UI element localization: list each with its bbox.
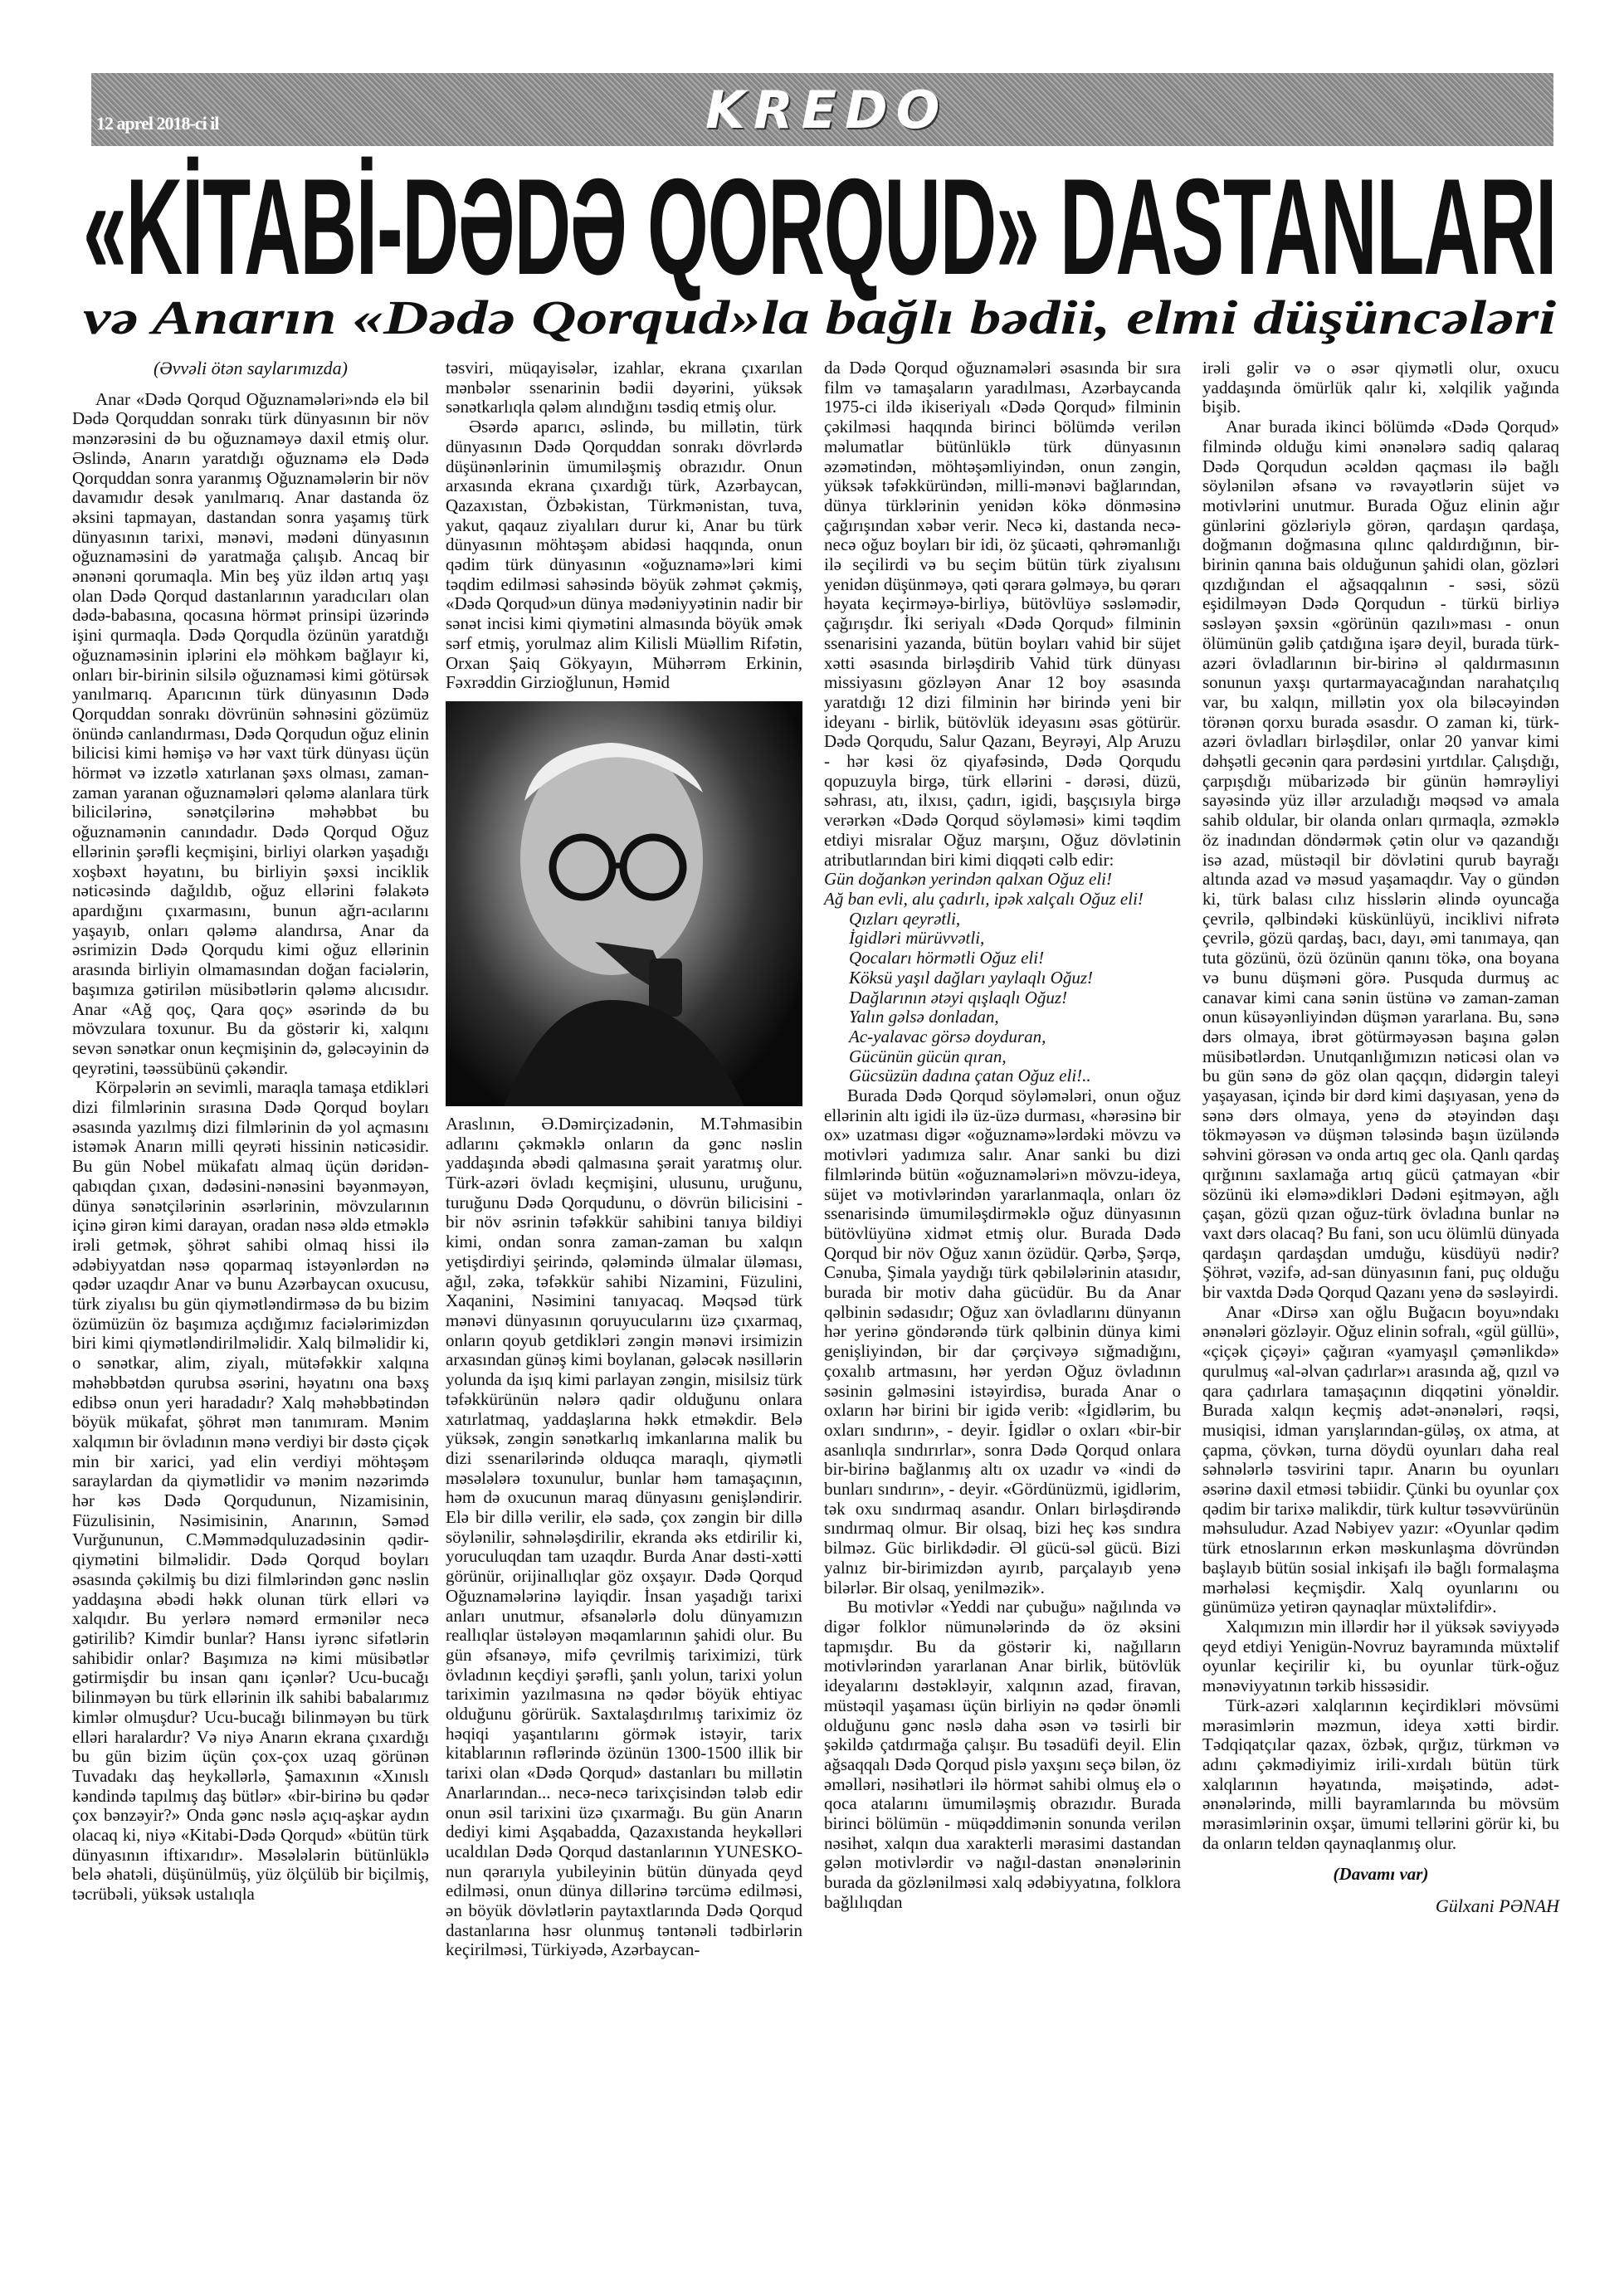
poem-line: Gücsüzün dadına çatan Oğuz eli!.. [849,1066,1091,1086]
paragraph: Anar «Dirsə xan oğlu Buğacın boyu»ndakı ənənələri gözləyir. Oğuz elinin sofralı, «gül güllü», «çiçək çiçəyi» çağıran «yamyaşıl çəmənlikdə» qurulmuş «al-əlvan çadırlar»ı arasında ağ, qızıl və qara çadırlara tamaşaçının diqqətini yönəldir. Burada xalqın keçmiş adət-ənənələri, rəqsi, musiqisi, idman yarışlarından-güləş, ox atma, at çapma, çövkən, turna döydü oyunları daha real səhnələrlə təsvirini tapır. Anarın bu oyunları əsərinə daxil etməsi təbiidir. Çünki bu oyunlar çox qədim bir tarixə malikdir, türk kultur təsəvvürünün məhsuludur. Azad Nəbiyev yazır: «Oyunlar qədim türk etnoslarının erkən məskunlaşma dövründən başlayıb bütün sosial inkişafı ilə bağlı formalaşma mərhələsi keçmişdir. Xalq oyunlarını ou günümüzə yetirən qaynaqlar müxtəlifdir». [1202,1301,1559,1617]
section-header-bar [91,73,1553,146]
paragraph: da Dədə Qorqud oğuznamələri əsasında bir sıra film və tamaşaların yaradılması, Azərbaycanda 1975-ci ildə ikiseriyalı «Dədə Qorqud» filminin çəkilməsi haqqında birinci bölümdə verilən məlumatlar bütünlüklə türk dünyasının əzəmətindən, möhtəşəmliyindən, onun zəngin, yüksək təfəkküründən, milli-mənəvi bağlarından, dünya türklərinin yenidən kökə dönməsinə çağırışından xəbər verir. Necə ki, dastanda necə-necə oğuz boyları bir idi, öz şücaəti, qəhrəmanlığı ilə seçilirdi və bu seçim bütün türk ziyalısını yenidən düşünməyə, qəti qərara gəlməyə, bu qərarı həyata keçirməyə-birliyə, bütövlüyə səsləmədir, çağırışdır. İki seriyalı «Dədə Qorqud» filminin ssenarisini yazanda, bütün boyları vahid bir süjet xətti əsasında birləşdirib Vahid türk dünyası missiyasını gözləyən Anar 12 boy əsasında yaratdığı 12 dizi filminin hər birində yeni bir ideyanı - birlik, bütövlük ideyasını əsas götürür. Dədə Qorqudu, Salur Qazanı, Beyrəyi, Alp Aruzu - hər kəsi öz qiyafəsində, Dədə Qorqudu qopuzuyla birgə, türk ellərini - dərəsi, düzü, səhrası, atı, ilxısı, çadırı, igidi, başçısıyla birgə verərkən «Dədə Qorqud söyləməsi» kimi təqdim etdiyi misralar Oğuz marşını, Oğuz dövlətinin atributlarından biri kimi diqqəti cəlb edir: [824,358,1181,870]
column-4 [1202,359,1559,1916]
paragraph: irəli gəlir və o əsər qiymətli olur, oxucu yaddaşında ömürlük qalır ki, xəlqilik yağında bişib. [1202,358,1559,417]
column-3 [824,359,1181,1913]
headline-container [83,150,1557,303]
subheadline: və Anarın «Dədə Qorqud»la bağlı bədii, elmi düşüncələri [83,290,1557,344]
paragraph: Əsərdə aparıcı, əslində, bu millətin, türk dünyasının Dədə Qorquddan sonrakı dövrlərdə düşünənlərinin ümumiləşmiş obrazıdır. Onun arxasında ekrana çıxardığı türk, Azərbaycan, Qazaxıstan, Özbəkistan, Türkmənistan, tuva, yakut, qaqauz ziyalıları durur ki, Anar bu türk dünyasının möhtəşəm abidəsi haqqında, onun qədim türk dünyasının «oğuznamə»ləri kimi təqdim edilməsi sahəsində böyük zəhmət çəkmiş, «Dədə Qorqud»un dünya mədəniyyətinin nadir bir sənət incisi kimi qiymətini almasında böyük əmək sərf etmiş, yorulmaz alim Kilisli Müəllim Rifətin, Orxan Şaiq Gökyayın, Mühərrəm Erkinin, Fəxrəddin Girzioğlunun, Həmid [446,417,802,693]
poem-line: İgidləri mürüvvətli, [849,928,985,949]
previous-issues-note: (Əvvəli ötən saylarımızda) [153,358,348,378]
paragraph: Anar burada ikinci bölümdə «Dədə Qorqud» filmində olduğu kimi ənənələrə sadiq qalaraq Dədə Qorqudun əcəldən qaçması ilə bağlı söylənilən əfsanə və rəvayətlərin süjet və motivlərini unutmur. Burada Oğuz elinin ağır günlərini gözləriylə görən, qardaşın qardaşa, doğmanın doğmasına qılınc qaldırdığının, bir-birinin qanına bais olduğunun şahidi olan, gözləri qızdığından el ağsaqqalının - səsi, sözü eşidilməyən Dədə Qorqudun - türkü birliyə səsləyən şəxsin «görünün qazılı»ması - onun ölümünün gəlib çatdığına işarə deyil, burada türk-azəri övladlarının bir-birinə əl qaldırmasının sonunun yaxşı qurtarmayacağından narahatçılıq var, bu xalqın, millətin yox ola biləcəyindən törənən qorxu burada əsasdır. O zaman ki, türk-azəri övladları birləşdilər, onlar 20 yanvar kimi dəhşətli gecənin qara pərdəsini yırtdılar. Çalışdığı, çarpışdığı mübarizədə bir günün həmrəyliyi sayəsində yüz illər arzuladığı məqsəd və amala sahib oldular, bir olanda onları qırmaqla, əzməklə öz inadından döndərmək çətin olur və qazandığı isə azad, müstəqil bir dövlətini qurub bayrağı altında azad və məsud yaşamaqdır. Vay o gündən ki, türk balası cılız hisslərin əlində oyuncağa çevrilə, qəlbindəki küskünlüyü, inciklivi nifrətə çevrilə, gözü qardaş, bacı, dayı, əmi tanımaya, qan tuta gözünü, özü özünün qanını tökə, ona boyana və bunu düşməni görə. Pusquda durmuş ac canavar kimi cana sənin üstünə və zaman-zaman onun küsəyənliyindən düşmən yararlana. Bu, sənə dərs olmaya, ibrət götürməyəsən başına gələn müsibətlərdən. Unutqanlığımızın nəticəsi olan və bu gün sənə də göz olan qaçqın, didərgin taleyi yaşayasan, içində bir dərd kimi daşıyasan, yenə də sənə dərs olmaya, yenə də ətəyindən daşı tökməyəsən və düşmən tələsində başın üzüləndə səhvini görəsən və onda artıq gec ola. Qanlı qardaş qırğınını saxlamağa artıq gücü çatmayan «bir sözünü iki eləmə»dikləri Dədəni eşitməyən, ağlı çaşan, gözü qızan oğuz-türk övladına bunlar nə vaxt dərs olacaq? Bu fani, son ucu ölümlü dünyada qardaşın qardaşdan umduğu, küsdüyü nədir? Şöhrət, vəzifə, ad-san dünyasının fani, puç olduğu bir vaxtda Dədə Qorqud Qazanı yenə də səsləyirdi. [1202,417,1559,1303]
paragraph: Türk-azəri xalqlarının keçirdikləri mövsümi mərasimlərin məzmun, ideya xətti birdir. Tədqiqatçılar qazax, özbək, qırğız, türkmən və adını çəkmədiyimiz irili-xırdalı bütün türk xalqlarının həyatında, məişətində, adət-ənənələrində, milli bayramlarında bu mövsüm mərasimlərinin oxşar, ümumi tellərini görür ki, bu da onların teldən qaynaqlanmış olur. [1202,1695,1559,1853]
poem-line: Ac-yalavac görsə doyduran, [849,1026,1046,1046]
paragraph: təsviri, müqayisələr, izahlar, ekrana çıxarılan mənbələr ssenarinin bədii dəyərini, yüksək sənətkarlıqla qələm alındığını təsdiq etmiş olur. [446,358,802,417]
poem-line: Gücünün gücün qıran, [849,1046,1007,1066]
paragraph: Araslının, Ə.Dəmirçizadənin, M.Təhmasibin adlarını çəkməklə onların da gənc nəslin yaddaşında əbədi qalmasına şərait yaratmış olur. Türk-azəri övladı keçmişini, ulusunu, uruğunu, turuğunu Dədə Qorqudunu, o dövrün bilicisini - bir növ əsrinin təfəkkür sahibini tanıya bildiyi kimi, ondan sonra zaman-zaman bu xalqın yetişdirdiyi şeirində, qələmində ülmalar üləması, ağıl, zəka, təfəkkür sahibi Nizamini, Füzulini, Xaqanini, Nəsimini tanıyacaq. Məqsəd türk mənəvi dünyasının qoruyucularını üzə çıxarmaq, onların qoyub getdikləri zəngin mənəvi irsimizin arxasından günəş kimi boylanan, gələcək nəsillərin yolunda da işıq kimi parlayan zəngin, misilsiz türk təfəkkürünün nələrə qadir olduğunu onlara xatırlatmaq, yaddaşlarına həkk etməkdir. Belə yüksək, zəngin sənətkarlıq imkanlarına malik bu dizi ssenarilərində olduqca maraqlı, qiymətli məsələlərə toxunulur, bunlar həm tamaşaçının, həm də oxucunun maraq dünyasını genişləndirir. Elə bir dillə verilir, elə sadə, çox zəngin bir dillə söylənilir, səhnələşdirilir, ekranda əks etdirilir ki, yoruculuqdan tam uzaqdır. Burda Anar dəsti-xətti görünür, orijinallıqlar göz oxşayır. Dədə Qorqud Oğuznamələrinə layiqdir. İnsan yaşadığı tarixi anları unutmur, əfsanələrlə dolu dünyamızın reallıqlar üstələyən məqamlarının şahidi olur. Bu gün əfsanəyə, mifə çevrilmiş tariximizi, türk övladının keçdiyi şərəfli, şanlı yolun, tarixi yolun tariximin yazılmasına nə qədər böyük ehtiyac olduğunu görürük. Saxtalaşdırılmış tariximiz öz həqiqi yaşantılarını görmək istəyir, tarix kitablarının rəflərində özünün 1300-1500 illik bir tarixi olan «Dədə Qorqud» dastanları bu millətin Anarlarından... necə-necə tarixçisindən tələb edir onun əsil tarixini üzə çıxarmağı. Bu gün Anarın dediyi kimi Aşqabadda, Qazaxıstanda heykəlləri ucaldılan Dədə Qorqud dastanlarının YUNESKO-nun qərarıyla yubileyinin bütün dünyada qeyd edilməsi, onun dünya dillərinə tərcümə edilməsi, ən böyük dövlətlərin paytaxtlarında Dədə Qorqud dastanlarına həsr olunmuş təntənəli tədbirlərin keçirilməsi, Türkiyədə, Azərbaycan- [446,1113,802,1960]
subheadline-container [83,290,1556,349]
paragraph: Xalqımızın min illərdir hər il yüksək səviyyədə qeyd etdiyi Yenigün-Novruz bayramında müxtəlif oyunlar keçirilir ki, bu oyunlar türk-oğuz mənəviyyatının tərkib hissəsidir. [1202,1617,1559,1696]
column-1 [72,359,429,1905]
poem-line: Yalın gəlsə donladan, [849,1007,999,1027]
poem-line: Gün doğankən yerindən qalxan Oğuz eli! [824,869,1113,890]
continued-note: (Davamı var) [1333,1864,1429,1885]
paragraph: Bu motivlər «Yeddi nar çubuğu» nağılında və digər folklor nümunələrində də öz əksini tapmışdır. Bu da göstərir ki, nağılların motivlərindən yararlanan Anar birlik, bütövlük ideyalarını dəstəkləyir, xalqının azad, firavan, müstəqil yaşaması üçün birliyin nə qədər önəmli olduğunu gənc nəslə daha əsən və təsirli bir şəkildə çatdırmağa çalışır. Bu təsadüfi deyil. Elin ağsaqqalı Dədə Qorqud pislə yaxşını seçə bilən, öz əməlləri, nəsihətləri ilə hörmət sahibi olmuş elə o qoca atalarını ümumiləşmiş obrazıdır. Burada birinci bölümün - müqəddimənin sonunda verilən nəsihət, xalqın dua xarakterli mərasimi dastandan gələn motivlərdir və nağıl-dastan ənənələrinin burada da gözlənilməsi xalq ədəbiyyatına, folklora bağlılıqdan [824,1597,1181,1912]
column-2 [446,359,802,1960]
issue-date: 12 aprel 2018-ci il [96,113,219,134]
poem-line: Ağ ban evli, alu çadırlı, ipək xalçalı Oğuz eli! [824,888,1144,909]
poem-line: Qızları qeyrətli, [849,908,961,929]
author-portrait-photo [446,701,802,1106]
section-logo: KREDO [705,80,949,140]
paragraph: Burada Dədə Qorqud söyləmələri, onun oğuz ellərinin altı igidi ilə üz-üzə durması, «hərəsinə bir ox» uzatması digər «oğuznamə»lərdəki mövzu və motivləri yadımıza salır. Anar sanki bu dizi filmlərində bütün «oğuznamələri»n mövzu-ideya, süjet və motivlərindən yararlanmaqla, onları öz ssenarisində ümumiləşdirməklə oğuz dünyasının bütövlüyünə xidmət etmiş olur. Burada Dədə Qorqud bir növ Oğuz xanın özüdür. Qərbə, Şərqə, Cənuba, Şimala yaydığı türk qəbilələrinin atasıdır, burada bir motiv daha gücüdür. Bu da Anar qəlbinin sədasıdır; Oğuz xan övladlarını dünyanın hər yerinə göndərəndə türk qəlbinin dünya kimi genişliyindən, bir dar çərçivəyə sığmadığını, çoxalıb artmasını, hər yerdən Oğuz övladının səsinin gəlməsini istəyirdisə, burada Anar o oxların hər birini bir igidə verib: «İgidlərim, bu oxları sındırın», - deyir. İgidlər o oxları «bir-bir asanlıqla sındırırlar», sonra Dədə Qorqud onlara bir-birinə bağlanmış altı ox uzadır və «indi də bunları sındırın», - deyir. «Gördünüzmü, igidlərim, tək oxu sındırmaq asandır. Onları birləşdirəndə sındırmaq olmur. Bir olsaq, bizi heç kəs sındıra bilməz. Güc birlikdədir. Əl gücü-səl gücü. Bizi yalnız bir-birimizdən ayırıb, parçalayıb yenə bilərlər. Bir olsaq, yenilməzik». [824,1085,1181,1598]
poem-line: Qocaları hörmətli Oğuz eli! [849,948,1045,968]
poem [824,870,1181,1086]
author-byline: Gülxani PƏNAH [1435,1895,1559,1917]
paragraph: Anar «Dədə Qorqud Oğuznamələri»ndə elə bil Dədə Qorquddan sonrakı türk dünyasının bir növ mənzərəsini də bu oğuznaməyə daxil etmiş olur. Əslində, Anarın yaratdığı oğuznamə elə Dədə Qorquddan sonra yaranmış Oğuznamələrin bir növ davamıdır desək yanılmarıq. Anar dastanda öz əksini tapmayan, dastandan sonra yaşamış türk dünyasının tarixi, mənəvi, mədəni dünyasının oğuznaməsini də yaratmağa çalışıb. Ancaq bir ənənəni qorumaqla. Min beş yüz ildən artıq yaşı olan Dədə Qorqud dastanlarının yaradıcıları olan dədə-babasına, qocasına hörmət prinsipi üzərində işini qurmaqla. Dədə Qorqudla özünün yaratdığı oğuznaməsinin iplərini elə möhkəm bağlayır ki, onları bir-birinin silsilə oğuznaməsi kimi götürsək yanılmarıq. Aparıcının türk dünyasının Dədə Qorquddan sonrakı dövrünün səhnəsini gözümüz önündə canlandırması, Dədə Qorqudun oğuz elinin bilicisi kimi həmişə və hər vaxt türk dünyası üçün hörmət və izzətlə xatırlanan şəxs olması, zaman-zaman yaranan oğuznamələri qələmə alanlara türk bilicilərinə, sənətçilərinə məhəbbət bu oğuznamənin canındadır. Dədə Qorqud Oğuz ellərinin şərəfli keçmişini, birliyi olarkən yaşadığı xoşbəxt həyatını, bu birliyin şəxsi inciklik nəticəsində dağıldıb, oğuz ellərini fəlakətə apardığını çıxarmasını, bunun ağrı-acılarını yaşayıb, onları qələmə alandırsa, Anar da əsrimizin Dədə Qorqudu kimi oğuz ellərinin arasında birliyin olmamasından doğan faciələrin, başımıza gətirilən müsibətlərin qələmə alıcısıdır. Anar «Ağ qoç, Qara qoç» əsərində də bu mövzulara toxunur. Bu da göstərir ki, xalqını sevən sənətkar onun keçmişinin də, gələcəyinin də qeyrətini, təəssübünü çəkəndir. [72,388,429,1078]
poem-line: Dağlarının ətəyi qışlaqlı Oğuz! [849,987,1068,1007]
poem-line: Köksü yaşıl dağları yaylaqlı Oğuz! [849,967,1093,988]
portrait-man-with-pipe-icon [446,701,802,1106]
headline: «KİTABİ-DƏDƏ QORQUD» DASTANLARI [83,150,1557,303]
paragraph: Körpələrin ən sevimli, maraqla tamaşa etdikləri dizi filmlərinin sırasına Dədə Qorqud boyları əsasında yazılmış dizi filmlərinin də yol açmasını istəmək Anarın milli qeyrəti hissinin nəticəsidir. Bu gün Nobel mükafatı almaq üçün dəridən-qabıqdan çıxan, dədəsini-nənəsini bəyənməyən, dünya sənətçilərinin əsərlərinin, mövzularının içinə girən kimi darayan, oradan nəsə əldə etməklə irəli getmək, şöhrət sahibi olmaq hissi ilə ədəbiyyatdan nəsə qoparmaq istəyənlərdən nə qədər uzaqdır Anar və bunu Azərbaycan oxucusu, türk ziyalısı bu gün qiymətləndirməsə də bu bizim özümüzün öz başımıza açdığımız faciələrimizdən biri kimi qiymətləndirilməlidir. Xalq bilməlidir ki, o sənətkar, alim, ziyalı, mütəfəkkir xalqına məhəbbətdən qurubsa əsərini, həyatını ona bəxş edibsə onun yeri haradadır? Xalq məhəbbətindən böyük mükafat, şöhrət mən tanımıram. Mənim xalqımın bir övladının mənə verdiyi bir dəstə çiçək min bir xarici, yad elin verdiyi möhtəşəm saraylardan da qiymətlidir və mənim nəzərimdə hər kəs Dədə Qorqudunun, Nizamisinin, Füzulisinin, Nəsimisinin, Anarının, Səməd Vurğununun, C.Məmmədquluzadəsinin qədir-qiymətini bilməlidir. Dədə Qorqud boyları əsasında çəkilmiş bu dizi filmlərindən gənc nəslin yaddaşına əbədi həkk olunan türk elləri və xalqıdır. Bu yerlərə nəmərd ermənilər necə gətirilib? Kimdir bunlar? Hansı iyrənc sifətlərin sahibidir onlar? Başımıza nə kimi müsibətlər gətirmişdir bu insan qanı içənlər? Ucu-bucağı bilinməyən bu türk ellərinin ilk sahibi babalarımız kimlər olmuşdur? Ucu-bucağı bilinməyən bu türk elləri haralardır? Və niyə Anarın ekrana çıxardığı bu gün bizim üçün çox-çox uzaq görünən Tuvadakı daş heykəllərlə, Şamaxının «Xınıslı kəndində tapılmış daş bütlər» «bir-birinə bu qədər çox bənzəyir?» Onda gənc nəslə açıq-aşkar aydın olacaq ki, niyə «Kitabi-Dədə Qorqud» «bütün türk dünyasının iftixarıdır». Məsələlərin bütünlüklə belə əhatəli, düşünülmüş, yüz ölçülüb bir biçilmiş, təcrübəli, yüksək ustalıqla [72,1077,429,1905]
